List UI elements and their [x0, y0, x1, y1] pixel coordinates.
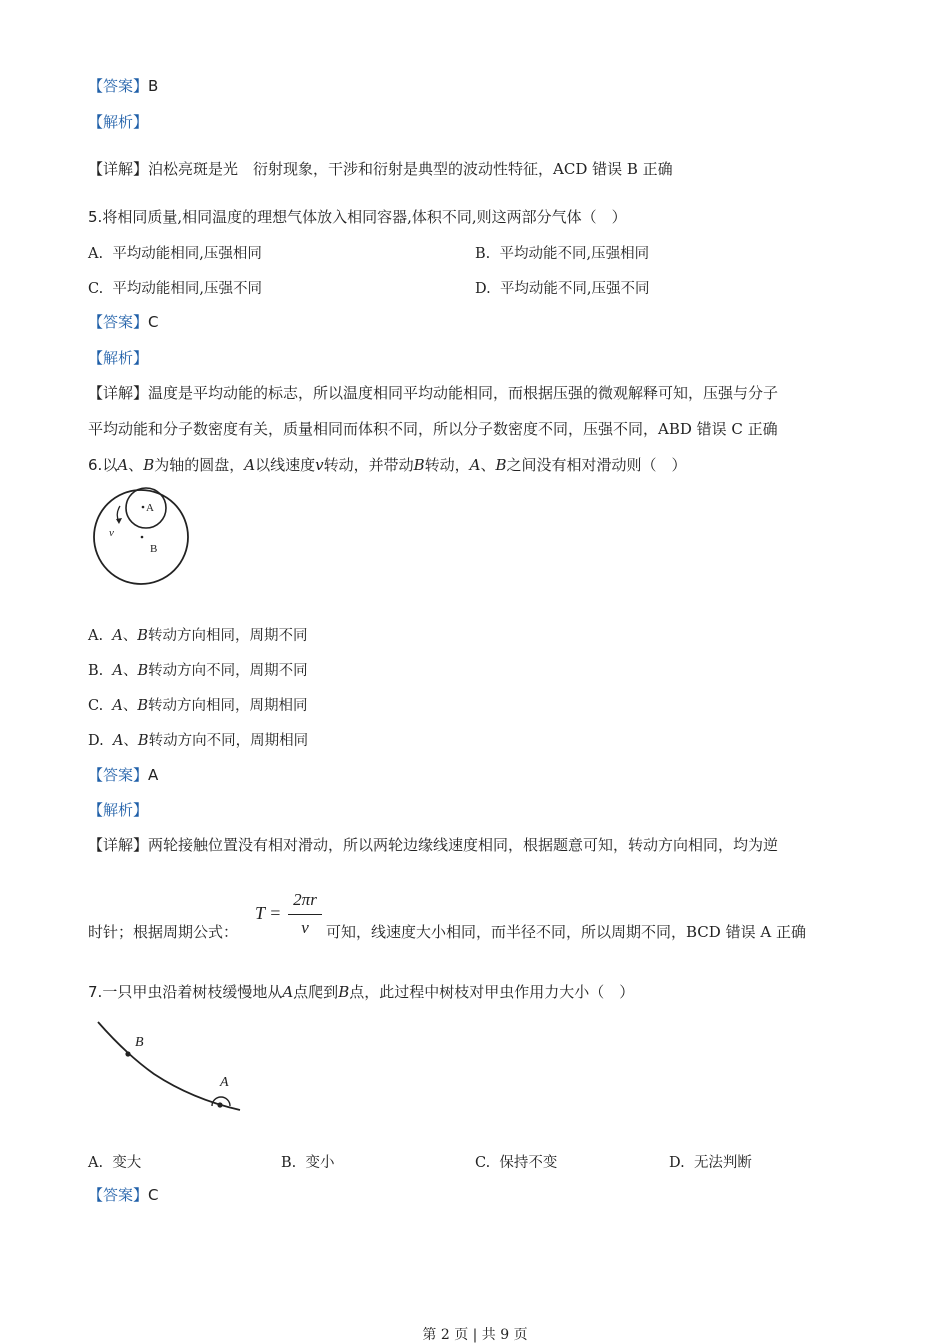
q5-option-a	[88, 242, 262, 263]
total-pages: 9	[500, 1327, 510, 1343]
q6-answer-line	[88, 764, 158, 785]
stem-var: B	[338, 983, 350, 1001]
formula-numerator: 2πr	[293, 890, 317, 909]
option-var: A	[112, 733, 124, 749]
detail-tag: 【详解】	[88, 836, 149, 854]
option-text: 平均动能相同,压强相同	[112, 246, 262, 262]
option-letter: A.	[88, 628, 104, 644]
formula-lhs: T =	[255, 903, 282, 923]
option-sep: 、	[122, 698, 138, 714]
q6-detail-line1	[88, 834, 778, 855]
option-text: 无法判断	[693, 1155, 752, 1171]
stem-part: 一只甲虫沿着树枝缓慢地从	[102, 983, 283, 1001]
q7-answer-line	[88, 1184, 159, 1205]
stem-part: 转动，并带动	[323, 456, 414, 474]
stem-part: 、	[480, 456, 496, 474]
option-var: A	[112, 663, 123, 679]
stem-part: 以线速度	[255, 456, 316, 474]
option-text: 转动方向不同，周期相同	[148, 733, 309, 749]
option-var: A	[112, 628, 123, 644]
option-letter: B.	[88, 663, 104, 679]
answer-tag: 【答案】	[88, 313, 149, 331]
option-letter: D.	[669, 1155, 685, 1171]
label-b: B	[135, 1035, 144, 1050]
q4-answer-line	[88, 75, 158, 96]
option-var: B	[137, 733, 149, 749]
page-footer	[0, 1324, 950, 1344]
stem-var: A	[244, 456, 256, 474]
detail-text: 温度是平均动能的标志，所以温度相同平均动能相同，而根据压强的微观解释可知，压强与分子	[148, 384, 779, 402]
q7-branch-figure	[92, 1016, 247, 1116]
stem-var: B	[413, 456, 425, 474]
answer-tag: 【答案】	[88, 1186, 149, 1204]
q7-option-a	[88, 1151, 141, 1172]
detail-text: 两轮接触位置没有相对滑动，所以两轮边缘线速度相同，根据题意可知，转动方向相同，均为逆	[148, 836, 779, 854]
option-text: 变大	[112, 1155, 142, 1171]
q4-analysis-tag: 【解析】	[88, 113, 149, 131]
formula-fraction-bar	[288, 914, 322, 915]
option-letter: C.	[88, 698, 104, 714]
stem-part: 转动，	[424, 456, 470, 474]
q6-detail-line2-pre: 时针；根据周期公式：	[88, 923, 239, 941]
arrow-head-icon	[116, 518, 122, 524]
q6-detail-line2-post: 可知，线速度大小相同，而半径不同，所以周期不同，BCD 错误 A 正确	[326, 923, 806, 941]
option-text: 平均动能不同,压强相同	[499, 246, 650, 262]
q6-option-c	[88, 694, 308, 715]
footer-text: 页	[513, 1327, 528, 1343]
detail-tag: 【详解】	[88, 384, 149, 402]
answer-value: A	[148, 766, 159, 784]
q5-detail-line2: 平均动能和分子数密度有关，质量相同而体积不同，所以分子数密度不同，压强不同，ABD 错误 C 正确	[88, 420, 778, 438]
stem-var: A	[282, 983, 294, 1001]
label-a: A	[220, 1075, 229, 1090]
answer-value: C	[148, 313, 159, 331]
option-text: 转动方向不同，周期不同	[148, 663, 308, 679]
option-var: A	[112, 698, 123, 714]
option-text: 转动方向相同，周期相同	[148, 698, 308, 714]
label-a: A	[146, 502, 154, 514]
q5-detail-line1	[88, 382, 778, 403]
option-text: 转动方向相同，周期不同	[147, 628, 308, 644]
q7-stem	[88, 981, 634, 1002]
stem-part: 为轴的圆盘，	[154, 456, 245, 474]
page-number: 2	[440, 1327, 450, 1343]
q7-option-d	[669, 1151, 752, 1172]
stem-var: A	[469, 456, 481, 474]
point-a-dot	[217, 1102, 222, 1107]
option-text: 平均动能相同,压强不同	[112, 281, 263, 297]
stem-var: v	[315, 456, 324, 474]
q7-option-b	[281, 1151, 334, 1172]
q4-detail	[88, 158, 673, 179]
answer-value: B	[148, 77, 159, 95]
option-letter: A.	[88, 1155, 104, 1171]
option-var: B	[137, 698, 149, 714]
detail-tag: 【详解】	[88, 160, 149, 178]
option-letter: B.	[475, 246, 491, 262]
formula-denominator: v	[301, 918, 309, 937]
q5-option-b	[475, 242, 649, 263]
stem-part: 点，此过程中树枝对甲虫作用力大小（ ）	[349, 983, 635, 1001]
q5-analysis-tag: 【解析】	[88, 349, 149, 367]
axis-b-dot	[141, 536, 144, 539]
q5-option-c	[88, 277, 262, 298]
option-text: 变小	[305, 1155, 335, 1171]
option-var: B	[137, 628, 148, 644]
label-b: B	[150, 543, 158, 555]
q6-option-d	[88, 729, 308, 750]
option-text: 平均动能不同,压强不同	[499, 281, 650, 297]
stem-var: B	[143, 456, 155, 474]
option-letter: B.	[281, 1155, 297, 1171]
stem-part: 点爬到	[293, 983, 339, 1001]
q5-answer-line	[88, 311, 159, 332]
option-sep: 、	[122, 628, 138, 644]
question-number: 5.	[88, 208, 103, 226]
stem-part: 之间没有相对滑动则（ ）	[506, 456, 687, 474]
q5-option-d	[475, 277, 650, 298]
footer-text: 第	[422, 1327, 437, 1343]
option-letter: C.	[88, 281, 104, 297]
answer-tag: 【答案】	[88, 77, 149, 95]
option-letter: D.	[88, 733, 104, 749]
q6-stem	[88, 454, 687, 475]
stem-part: 、	[128, 456, 144, 474]
q6-option-b	[88, 659, 308, 680]
stem-var: A	[117, 456, 129, 474]
q5-stem	[88, 206, 627, 227]
point-b-dot	[125, 1051, 130, 1056]
stem-part: 以	[102, 456, 118, 474]
axis-a-dot	[142, 506, 145, 509]
option-var: B	[137, 663, 149, 679]
stem-var: B	[495, 456, 507, 474]
question-number: 6.	[88, 456, 103, 474]
footer-text: 页 | 共	[454, 1327, 496, 1343]
q7-option-c	[475, 1151, 557, 1172]
q6-analysis-tag: 【解析】	[88, 801, 149, 819]
q6-disk-figure	[88, 484, 198, 589]
option-letter: D.	[475, 281, 491, 297]
answer-value: C	[148, 1186, 159, 1204]
option-letter: C.	[475, 1155, 491, 1171]
question-text: 将相同质量,相同温度的理想气体放入相同容器,体积不同,则这两部分气体（ ）	[102, 208, 627, 226]
answer-tag: 【答案】	[88, 766, 149, 784]
option-text: 保持不变	[499, 1155, 558, 1171]
label-v: v	[109, 527, 114, 539]
detail-text: 泊松亮斑是光 衍射现象，干涉和衍射是典型的波动性特征，ACD 错误 B 正确	[148, 160, 673, 178]
option-letter: A.	[88, 246, 104, 262]
option-sep: 、	[123, 733, 138, 749]
q6-option-a	[88, 624, 307, 645]
option-sep: 、	[122, 663, 138, 679]
question-number: 7.	[88, 983, 103, 1001]
